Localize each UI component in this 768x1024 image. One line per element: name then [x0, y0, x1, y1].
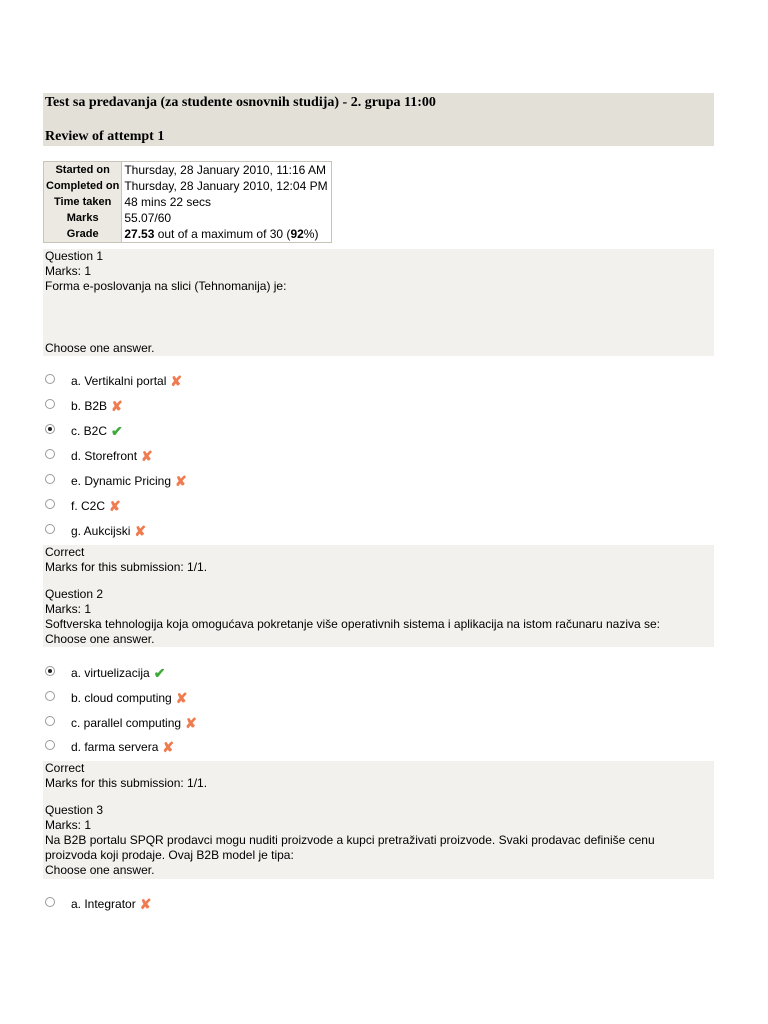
check-icon: ✔: [153, 665, 166, 681]
question-3-text-line1: Na B2B portalu SPQR prodavci mogu nuditi proizvode a kupci pretraživati proizvode. Svaki prodavac definiše cenu: [45, 833, 655, 847]
grade-label: Grade: [44, 226, 122, 243]
grade-value: [122, 226, 331, 243]
cross-icon: ✘: [139, 896, 152, 912]
time-label: Time taken: [44, 194, 122, 210]
answer-label: d. Storefront: [71, 449, 138, 463]
page-title: Test sa predavanja (za studente osnovnih studija) - 2. grupa 11:00: [45, 95, 436, 110]
cross-icon: ✘: [141, 448, 153, 464]
answer-label: b. B2B: [71, 399, 108, 413]
completed-value: Thursday, 28 January 2010, 12:04 PM: [122, 178, 331, 194]
radio-button[interactable]: [45, 524, 55, 534]
summary-row-marks: [44, 210, 332, 226]
question-3-prompt: Choose one answer.: [45, 863, 155, 877]
cross-icon: ✘: [109, 498, 121, 514]
radio-button[interactable]: [45, 474, 55, 484]
question-2-text: Softverska tehnologija koja omogućava pokretanje više operativnih sistema i aplikacija na istom računaru naziva se:: [45, 617, 660, 631]
answer-label: f. C2C: [71, 499, 106, 513]
question-2-marks: Marks: 1: [45, 602, 92, 616]
cross-icon: ✘: [185, 715, 197, 731]
answer-label: a. Vertikalni portal: [71, 374, 167, 388]
question-1-marks: Marks: 1: [45, 264, 92, 278]
radio-button[interactable]: [45, 740, 55, 750]
radio-button[interactable]: [45, 691, 55, 701]
answer-label: d. farma servera: [71, 740, 159, 754]
radio-button[interactable]: [45, 399, 55, 409]
completed-label: Completed on: [44, 178, 122, 194]
summary-row-started: [44, 162, 332, 179]
question-1-text: Forma e-poslovanja na slici (Tehnomanija) je:: [45, 279, 287, 293]
started-label: Started on: [44, 162, 122, 179]
question-2-result: Correct: [45, 761, 85, 775]
grade-mid: out of a maximum of 30 (: [154, 227, 291, 241]
radio-button[interactable]: [45, 449, 55, 459]
summary-row-grade: [44, 226, 332, 243]
question-1-prompt: Choose one answer.: [45, 341, 155, 355]
question-2-title: Question 2: [45, 587, 104, 601]
question-2-prompt: Choose one answer.: [45, 632, 155, 646]
answer-label: c. parallel computing: [71, 716, 182, 730]
marks-label: Marks: [44, 210, 122, 226]
header-box: [43, 93, 714, 146]
answer-label: e. Dynamic Pricing: [71, 474, 172, 488]
question-1-title: Question 1: [45, 249, 104, 263]
check-icon: ✔: [111, 423, 123, 439]
question-3-title: Question 3: [45, 803, 104, 817]
attempt-summary-table: [43, 161, 332, 243]
cross-icon: ✘: [175, 690, 188, 706]
radio-button-selected[interactable]: [45, 666, 55, 676]
grade-percent: 92: [290, 227, 304, 241]
started-value: Thursday, 28 January 2010, 11:16 AM: [122, 162, 331, 179]
question-1-result: Correct: [45, 545, 85, 559]
grade-score: 27.53: [124, 227, 155, 241]
question-3-text-line2: proizvoda koji prodaje. Ovaj B2B model je tipa:: [45, 848, 294, 862]
question-2-block: [43, 545, 714, 647]
summary-row-completed: [44, 178, 332, 194]
radio-button-selected[interactable]: [45, 424, 55, 434]
cross-icon: ✘: [134, 523, 147, 539]
answer-label: g. Aukcijski: [71, 524, 131, 538]
radio-button[interactable]: [45, 374, 55, 384]
radio-button[interactable]: [45, 897, 55, 907]
question-1-block: [43, 249, 714, 356]
review-header: [43, 93, 714, 146]
question-3-marks: Marks: 1: [45, 818, 92, 832]
answer-label: a. Integrator: [71, 897, 136, 911]
radio-button[interactable]: [45, 499, 55, 509]
question-2-submission-marks: Marks for this submission: 1/1.: [45, 776, 208, 790]
marks-value: 55.07/60: [122, 210, 331, 226]
cross-icon: ✘: [170, 373, 183, 389]
answer-label: b. cloud computing: [71, 691, 172, 705]
grade-end: %): [303, 227, 319, 241]
summary-row-time: [44, 194, 332, 210]
answer-label: a. virtuelizacija: [71, 666, 150, 680]
question-1-submission-marks: Marks for this submission: 1/1.: [45, 560, 208, 574]
page-subtitle: Review of attempt 1: [45, 129, 165, 144]
cross-icon: ✘: [111, 398, 123, 414]
time-value: 48 mins 22 secs: [122, 194, 331, 210]
answer-label: c. B2C: [71, 424, 108, 438]
question-3-block: [43, 761, 714, 879]
cross-icon: ✘: [162, 739, 175, 755]
cross-icon: ✘: [175, 473, 187, 489]
radio-button[interactable]: [45, 716, 55, 726]
